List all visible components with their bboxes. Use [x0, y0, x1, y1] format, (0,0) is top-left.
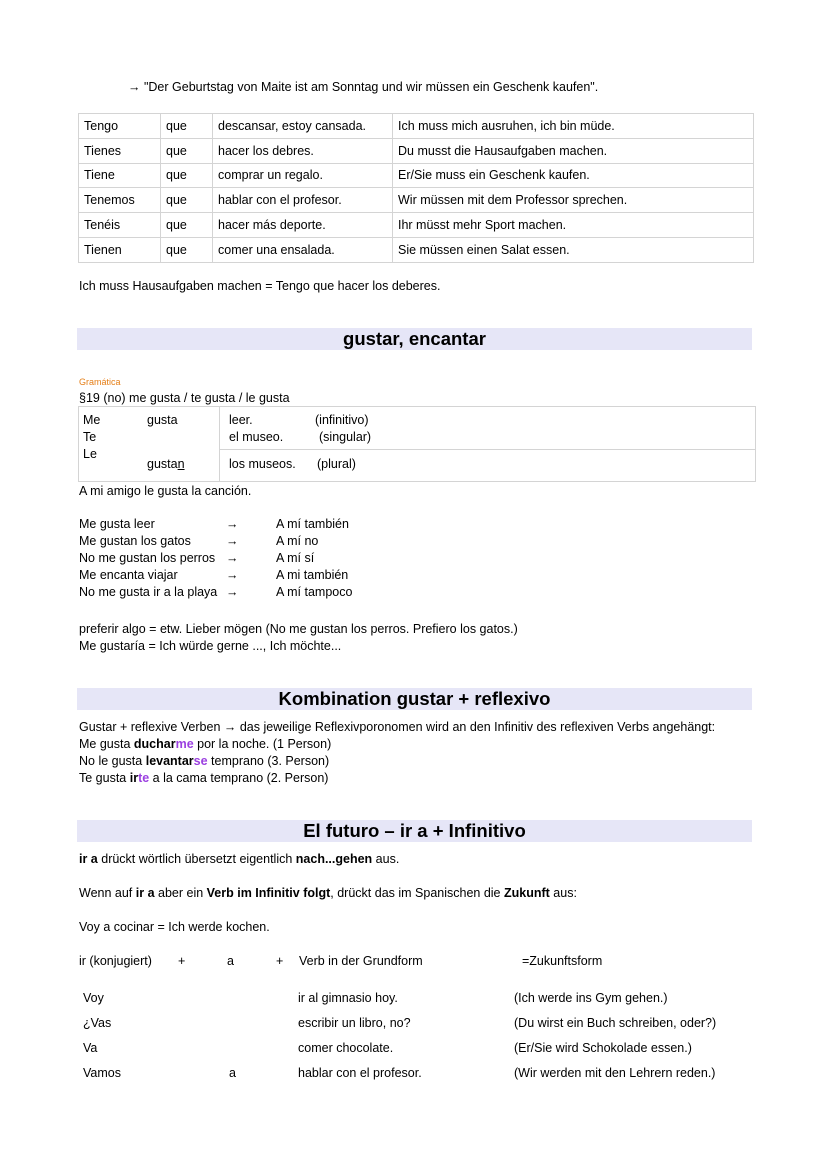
- table-cell-german: Du musst die Hausaufgaben machen.: [393, 138, 754, 163]
- response-statement: Me gusta leer: [79, 517, 155, 531]
- table-cell-que: que: [161, 138, 213, 163]
- futuro-row-verb: hablar con el profesor.: [298, 1066, 422, 1080]
- tener-que-table: [78, 113, 754, 263]
- grammar-rule: §19 (no) me gusta / te gusta / le gusta: [79, 391, 290, 405]
- futuro-line-2: Wenn auf ir a aber ein Verb im Infinitiv folgt, drückt das im Spanischen die Zukunft aus:: [79, 886, 577, 900]
- object-leer: leer.: [229, 413, 253, 427]
- table-cell-german: Ihr müsst mehr Sport machen.: [393, 213, 754, 238]
- futuro-line-1: ir a drückt wörtlich übersetzt eigentlich nach...gehen aus.: [79, 852, 400, 866]
- table-row: [79, 237, 754, 262]
- response-reply: A mí no: [276, 534, 319, 548]
- note-singular: (singular): [319, 430, 372, 444]
- object-museo: el museo.: [229, 430, 284, 444]
- formula-plus-2: +: [276, 954, 284, 968]
- table-cell-german: Ich muss mich ausruhen, ich bin müde.: [393, 114, 754, 139]
- futuro-row-trans: (Wir werden mit den Lehrern reden.): [514, 1066, 716, 1080]
- gustar-example: A mi amigo le gusta la canción.: [79, 484, 252, 498]
- table-row: [79, 163, 754, 188]
- table-cell-german: Er/Sie muss ein Geschenk kaufen.: [393, 163, 754, 188]
- table-cell-que: que: [161, 188, 213, 213]
- table-cell-german: Wir müssen mit dem Professor sprechen.: [393, 188, 754, 213]
- table-row: [79, 138, 754, 163]
- table-cell-que: que: [161, 163, 213, 188]
- pronoun-me: Me: [83, 413, 101, 427]
- table-cell-spanish: hacer los debres.: [213, 138, 393, 163]
- table-cell-que: que: [161, 237, 213, 262]
- reflexivo-example-2: No le gusta levantarse temprano (3. Person): [79, 754, 330, 768]
- futuro-row-verb: escribir un libro, no?: [298, 1016, 411, 1030]
- pronoun-le: Le: [83, 447, 97, 461]
- table-cell-spanish: comer una ensalada.: [213, 237, 393, 262]
- table-cell-subject: Tienen: [79, 237, 161, 262]
- table-cell-subject: Tenemos: [79, 188, 161, 213]
- futuro-row-trans: (Du wirst ein Buch schreiben, oder?): [514, 1016, 717, 1030]
- formula-a: a: [227, 954, 234, 968]
- section-title-futuro: El futuro – ir a + Infinitivo: [77, 820, 752, 842]
- futuro-row-trans: (Ich werde ins Gym gehen.): [514, 991, 668, 1005]
- response-statement: Me encanta viajar: [79, 568, 178, 582]
- table-cell-spanish: descansar, estoy cansada.: [213, 114, 393, 139]
- futuro-row-verb: comer chocolate.: [298, 1041, 394, 1055]
- note-plural: (plural): [317, 457, 356, 471]
- verb-gustan-base: gusta: [147, 457, 178, 471]
- reflexivo-example-3: Te gusta irte a la cama temprano (2. Person): [79, 771, 329, 785]
- table-cell-subject: Tienes: [79, 138, 161, 163]
- section-title-reflexivo: Kombination gustar + reflexivo: [77, 688, 752, 710]
- response-arrow: →: [226, 585, 239, 599]
- table-cell-subject: Tengo: [79, 114, 161, 139]
- table-cell-german: Sie müssen einen Salat essen.: [393, 237, 754, 262]
- table-row: [79, 114, 754, 139]
- response-reply: A mí también: [276, 517, 349, 531]
- formula-result: =Zukunftsform: [522, 954, 603, 968]
- futuro-example: Voy a cocinar = Ich werde kochen.: [79, 920, 270, 934]
- reflexivo-example-1: Me gusta ducharme por la noche. (1 Person): [79, 737, 332, 751]
- formula-plus-1: +: [178, 954, 186, 968]
- table-cell-que: que: [161, 213, 213, 238]
- response-arrow: →: [226, 534, 239, 548]
- table-row: [79, 213, 754, 238]
- formula-verb: Verb in der Grundform: [299, 954, 423, 968]
- gustar-grammar-table: [78, 406, 756, 482]
- table-cell-spanish: hablar con el profesor.: [213, 188, 393, 213]
- futuro-row-trans: (Er/Sie wird Schokolade essen.): [514, 1041, 692, 1055]
- futuro-row-subj: ¿Vas: [83, 1016, 112, 1030]
- response-reply: A mi también: [276, 568, 349, 582]
- gustaria-note: Me gustaría = Ich würde gerne ..., Ich möchte...: [79, 639, 342, 653]
- response-statement: No me gusta ir a la playa: [79, 585, 218, 599]
- verb-gustan-n: n: [177, 457, 185, 471]
- preferir-note: preferir algo = etw. Lieber mögen (No me gustan los perros. Prefiero los gatos.): [79, 622, 518, 636]
- reflexivo-intro: Gustar + reflexive Verben → das jeweilige Reflexivporonomen wird an den Infinitiv des reflexiven Verbs angehängt:: [79, 720, 716, 734]
- example-sentence: → "Der Geburtstag von Maite ist am Sonntag und wir müssen ein Geschenk kaufen".: [128, 80, 599, 94]
- object-museos: los museos.: [229, 457, 296, 471]
- response-statement: No me gustan los perros: [79, 551, 216, 565]
- response-reply: A mí tampoco: [276, 585, 353, 599]
- tener-example: Ich muss Hausaufgaben machen = Tengo que hacer los deberes.: [79, 279, 441, 293]
- verb-gustan: [147, 457, 185, 471]
- table-cell-que: que: [161, 114, 213, 139]
- futuro-row-a: a: [229, 1066, 236, 1080]
- response-arrow: →: [226, 568, 239, 582]
- table-cell-subject: Tenéis: [79, 213, 161, 238]
- futuro-row-subj: Va: [83, 1041, 98, 1055]
- futuro-row-verb: ir al gimnasio hoy.: [298, 991, 398, 1005]
- table-row: [79, 188, 754, 213]
- futuro-row-subj: Vamos: [83, 1066, 121, 1080]
- section-title-gustar: gustar, encantar: [77, 328, 752, 350]
- note-infinitivo: (infinitivo): [315, 413, 369, 427]
- response-reply: A mí sí: [276, 551, 315, 565]
- futuro-row-subj: Voy: [83, 991, 104, 1005]
- response-arrow: →: [226, 551, 239, 565]
- table-cell-subject: Tiene: [79, 163, 161, 188]
- response-statement: Me gustan los gatos: [79, 534, 191, 548]
- table-cell-spanish: comprar un regalo.: [213, 163, 393, 188]
- response-arrow: →: [226, 517, 239, 531]
- table-cell-spanish: hacer más deporte.: [213, 213, 393, 238]
- verb-gusta: gusta: [147, 413, 178, 427]
- formula-ir: ir (konjugiert): [79, 954, 152, 968]
- pronoun-te: Te: [83, 430, 97, 444]
- grammar-label: Gramática: [79, 377, 121, 387]
